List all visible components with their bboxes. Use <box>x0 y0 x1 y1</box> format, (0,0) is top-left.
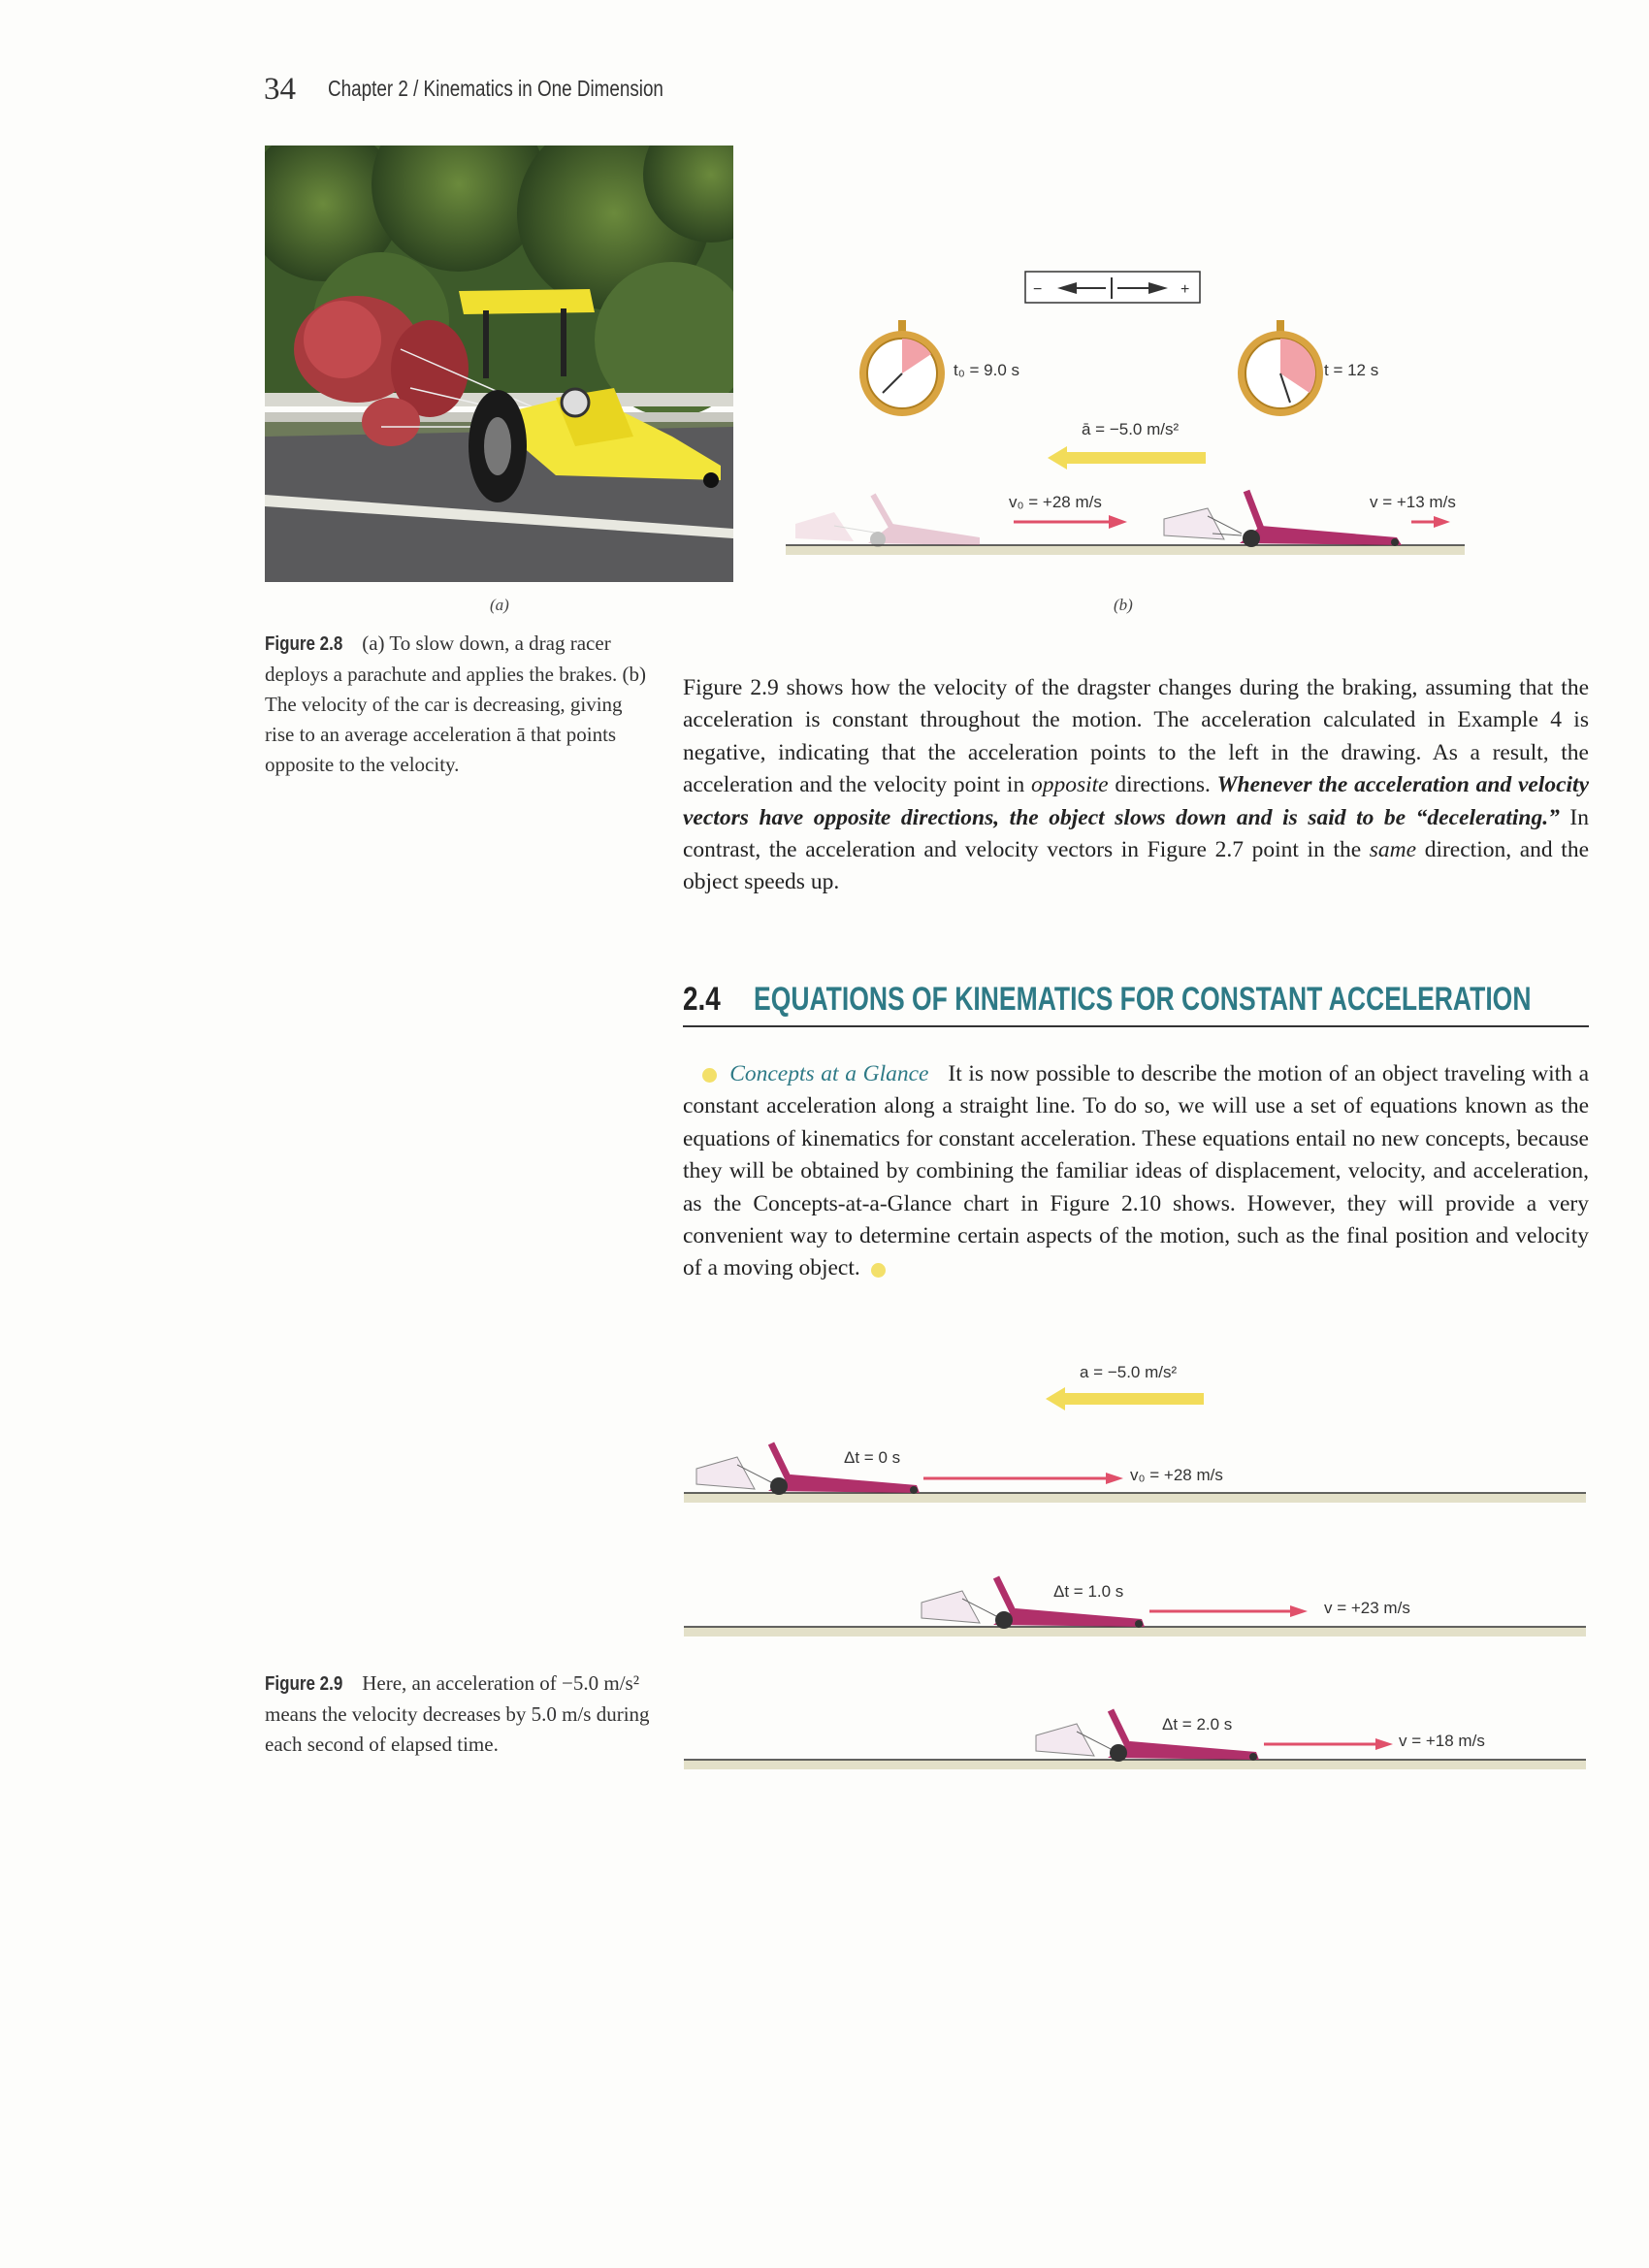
para1-text-c: In contrast, the acceleration and velocity vectors in Figure 2.7 point in the <box>683 804 1589 863</box>
para1-emphasis-same: same <box>1369 837 1417 863</box>
row3-velocity-label: v = +18 m/s <box>1399 1732 1485 1750</box>
concepts-end-dot-icon <box>871 1263 886 1278</box>
figure-2-9-caption <box>265 1669 653 1760</box>
v0-label: v₀ = +28 m/s <box>1009 493 1102 511</box>
direction-plus-text: + <box>1180 281 1190 298</box>
para1-text-d: direction, and the object speeds up. <box>683 837 1589 895</box>
concepts-start-dot-icon <box>702 1068 717 1083</box>
para2-text: It is now possible to describe the motion of an object traveling with a constant acceleration along a straight line. To do so, we will use a set of equations known as the equations of kinematics for constant acceleration. These equations entail no new concepts, because they will be obtained by combining the familiar ideas of displacement, velocity, and acceleration, as the Concepts-at-a-Glance chart in Figure 2.10 shows. However, they will provide a very convenient way to determine certain aspects of the motion, such as the final position and velocity of a moving object. <box>683 1061 1589 1281</box>
body-paragraph-2 <box>683 1058 1589 1285</box>
figure-2-8-caption <box>265 629 653 780</box>
figure-2-8b-label: (b) <box>1114 596 1133 614</box>
row2-velocity-label: v = +23 m/s <box>1324 1599 1410 1617</box>
row2-time-label: Δt = 1.0 s <box>1053 1582 1124 1601</box>
figure-2-9-caption-text: Here, an acceleration of −5.0 m/s² means the velocity decreases by 5.0 m/s during each second of elapsed time. <box>265 1671 650 1756</box>
concepts-at-a-glance-label: Concepts at a Glance <box>729 1061 929 1086</box>
accel-arrow-head <box>1048 446 1067 470</box>
figure-2-8-number: Figure 2.8 <box>265 633 343 655</box>
fig29-accel-arrow <box>1063 1393 1204 1405</box>
constant-acceleration-diagram <box>679 1348 1591 1785</box>
stopwatch-start-icon <box>859 320 945 416</box>
para1-emphasis-opposite: opposite <box>1030 772 1109 798</box>
running-head: Chapter 2 / Kinematics in One Dimension <box>328 76 663 101</box>
row1-time-label: Δt = 0 s <box>844 1448 901 1467</box>
fig29-accel-label: a = −5.0 m/s² <box>1080 1363 1178 1381</box>
fig29-accel-arrow-head <box>1046 1387 1065 1410</box>
t0-label: t₀ = 9.0 s <box>954 361 1020 379</box>
stopwatch-end-icon <box>1238 320 1323 416</box>
section-title: EQUATIONS OF KINEMATICS FOR CONSTANT ACCELERATION <box>754 981 1532 1018</box>
accel-arrow <box>1065 452 1206 464</box>
page-number: 34 <box>264 72 296 107</box>
dragster-final <box>1164 491 1402 547</box>
v-label: v = +13 m/s <box>1370 493 1456 511</box>
para1-key-statement: Whenever the acceleration and velocity vectors have opposite directions, the object slows down and is said to be “decelerating.” <box>683 772 1590 830</box>
deceleration-diagram <box>776 262 1474 572</box>
row1-velocity-label: v₀ = +28 m/s <box>1130 1466 1223 1484</box>
t-label: t = 12 s <box>1324 361 1379 379</box>
section-number: 2.4 <box>683 981 721 1018</box>
para1-text-a: Figure 2.9 shows how the velocity of the dragster changes during the braking, assuming that the acceleration is constant throughout the motion. The acceleration calculated in Example 4 is negative, indicating that the acceleration points to the left in the drawing. As a result, the acceleration and the velocity point in <box>683 675 1589 798</box>
direction-minus-text: − <box>1033 281 1043 298</box>
row3-time-label: Δt = 2.0 s <box>1162 1715 1233 1733</box>
avg-accel-label: ā = −5.0 m/s² <box>1082 420 1180 438</box>
section-heading <box>683 981 1589 1027</box>
para1-text-b: directions. <box>1108 772 1217 798</box>
figure-2-8-caption-text: (a) To slow down, a drag racer deploys a parachute and applies the brakes. (b) The velocity of the car is decreasing, giving rise to an average acceleration ā that points opposite to the velocity. <box>265 632 647 776</box>
figure-2-9-number: Figure 2.9 <box>265 1673 343 1695</box>
figure-2-8a-label: (a) <box>490 596 509 614</box>
drag-racer-photo <box>265 146 733 582</box>
body-paragraph-1 <box>683 672 1589 899</box>
dragster-initial-ghost <box>795 495 980 547</box>
